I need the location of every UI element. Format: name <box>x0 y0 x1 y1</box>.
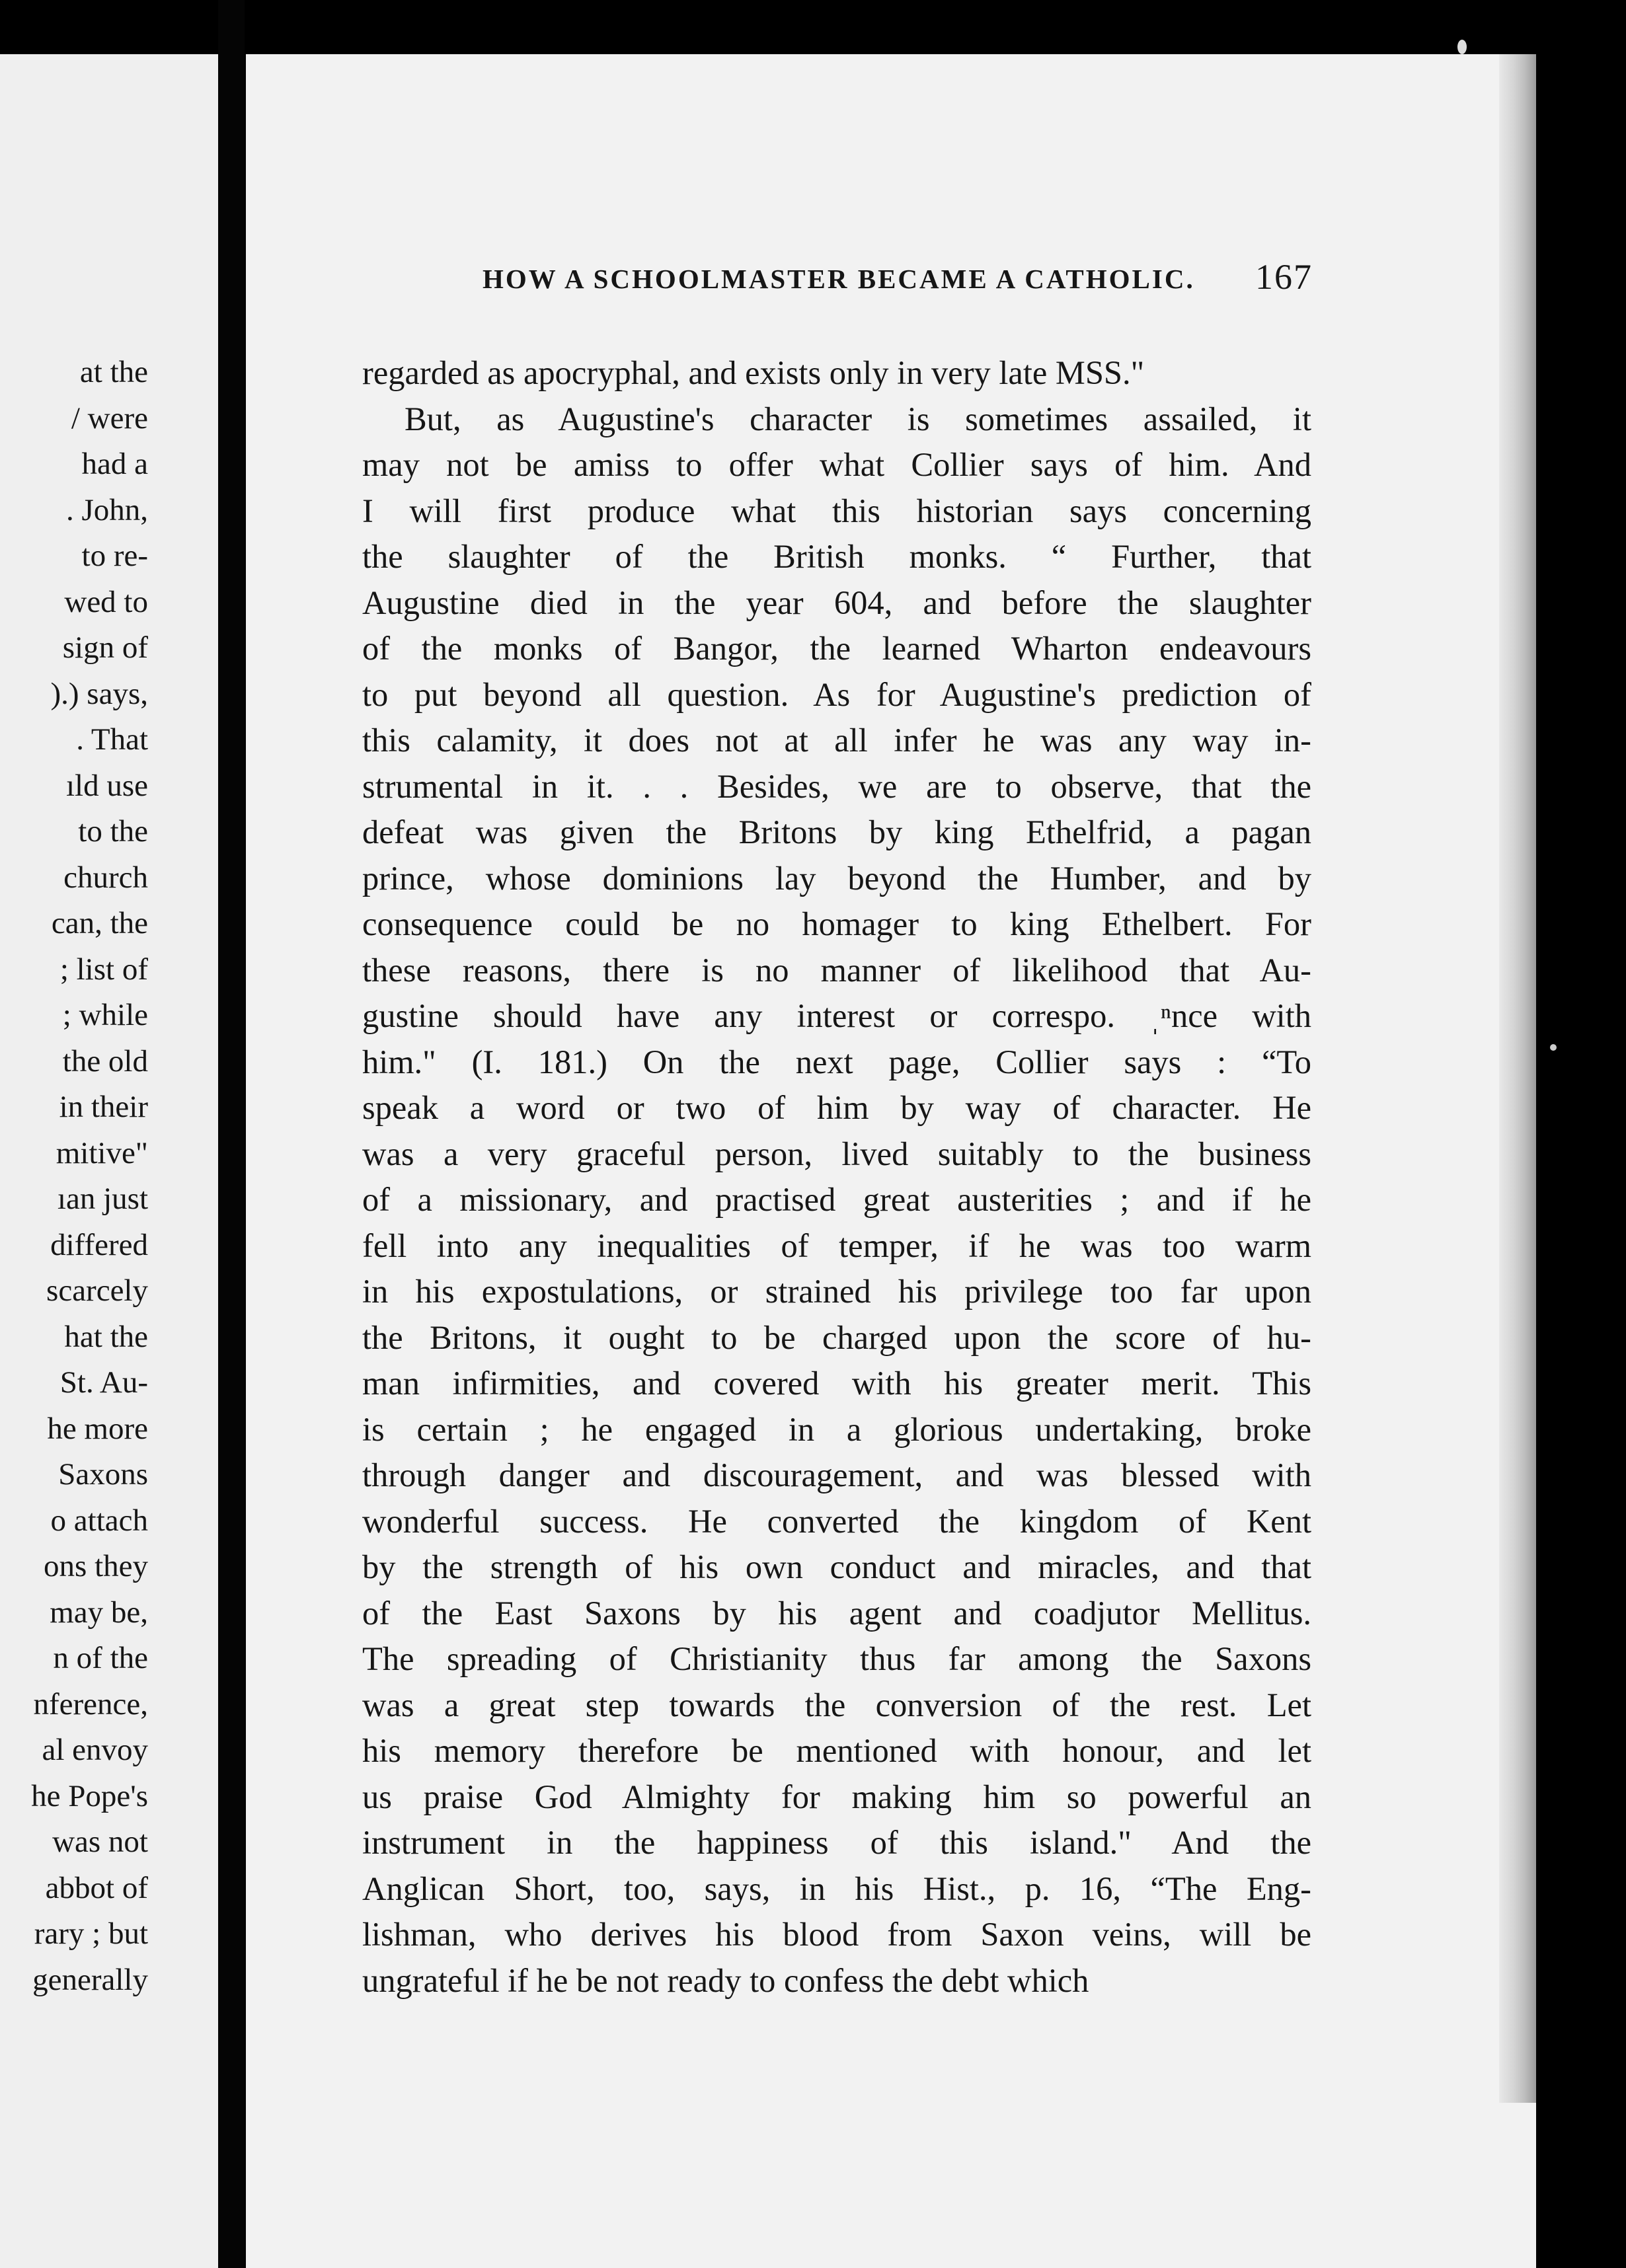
facing-page-fragment <box>0 54 218 2268</box>
text-line: his memory therefore be mentioned with honour, and let <box>362 1732 1311 1769</box>
facing-page-line: o attach <box>50 1503 148 1538</box>
text-line: speak a word or two of him by way of character. He <box>362 1089 1311 1126</box>
text-line: of the monks of Bangor, the learned Wharton endeavours <box>362 630 1311 667</box>
running-head-title: HOW A SCHOOLMASTER BECAME A CATHOLIC. <box>483 264 1195 294</box>
text-line: the slaughter of the British monks. “ Further, that <box>362 538 1311 575</box>
text-line: Augustine died in the year 604, and before the slaughter <box>362 584 1311 621</box>
facing-page-line: he more <box>47 1411 148 1446</box>
facing-page-line: ons they <box>44 1549 148 1583</box>
facing-page-line: ; while <box>62 998 148 1032</box>
text-line: I will first produce what this historian says concerning <box>362 492 1311 529</box>
facing-page-line: the old <box>62 1043 148 1078</box>
facing-page-line: to the <box>78 814 148 849</box>
facing-page-line: ıan just <box>57 1182 148 1216</box>
scan-speck <box>1457 40 1467 54</box>
book-gutter <box>218 0 245 2268</box>
text-line: through danger and discouragement, and was blessed with <box>362 1456 1311 1493</box>
text-line: man infirmities, and covered with his greater merit. This <box>362 1365 1311 1402</box>
facing-page-line: can, the <box>51 906 148 940</box>
text-line: these reasons, there is no manner of likelihood that Au- <box>362 951 1311 989</box>
body-text <box>362 350 1311 2004</box>
facing-page-line: n of the <box>53 1641 148 1675</box>
facing-page-line: he Pope's <box>31 1778 148 1813</box>
facing-page-line: St. Au- <box>59 1365 148 1400</box>
text-line: by the strength of his own conduct and miracles, and that <box>362 1548 1311 1585</box>
text-line: was a very graceful person, lived suitably to the business <box>362 1135 1311 1172</box>
facing-page-line: to re- <box>81 539 148 573</box>
text-line: may not be amiss to offer what Collier says of him. And <box>362 446 1311 483</box>
text-line: is certain ; he engaged in a glorious undertaking, broke <box>362 1410 1311 1448</box>
text-line: The spreading of Christianity thus far among the Saxons <box>362 1640 1311 1677</box>
text-line: regarded as apocryphal, and exists only in very late MSS." <box>362 354 1145 391</box>
text-line: Anglican Short, too, says, in his Hist., p. 16, “The Eng- <box>362 1870 1311 1907</box>
facing-page-line: sign of <box>62 630 148 665</box>
scan-speck <box>1550 1044 1557 1051</box>
facing-page-line: rary ; but <box>34 1916 148 1951</box>
facing-page-line: church <box>63 860 148 895</box>
facing-page-line: ; list of <box>59 952 148 987</box>
text-line: was a great step towards the conversion of the rest. Let <box>362 1686 1311 1723</box>
text-line: this calamity, it does not at all infer he was any way in- <box>362 722 1311 759</box>
facing-page-line: ıld use <box>65 768 148 803</box>
facing-page-line: / were <box>71 400 148 435</box>
text-line: wonderful success. He converted the kingdom of Kent <box>362 1502 1311 1540</box>
facing-page-line: abbot of <box>45 1870 148 1905</box>
facing-page-line: al envoy <box>42 1733 148 1767</box>
facing-page-text <box>0 350 148 2003</box>
facing-page-line: mitive" <box>56 1135 148 1170</box>
text-line: us praise God Almighty for making him so powerful an <box>362 1778 1311 1815</box>
facing-page-line: may be, <box>50 1595 148 1630</box>
facing-page-line: differed <box>50 1227 148 1262</box>
text-line: the Britons, it ought to be charged upon the score of hu- <box>362 1318 1311 1356</box>
text-line: lishman, who derives his blood from Saxon veins, will be <box>362 1916 1311 1953</box>
facing-page-line: . John, <box>65 492 148 527</box>
text-line: ungrateful if he be not ready to confess the debt which <box>362 1961 1089 1999</box>
text-line: instrument in the happiness of this island." And the <box>362 1824 1311 1861</box>
text-line: fell into any inequalities of temper, if he was too warm <box>362 1227 1311 1264</box>
text-line: gustine should have any interest or correspo. ˌⁿnce with <box>362 997 1311 1034</box>
text-line: consequence could be no homager to king Ethelbert. For <box>362 905 1311 942</box>
facing-page-line: in their <box>59 1090 148 1124</box>
facing-page-line: had a <box>81 447 148 481</box>
text-line: him." (I. 181.) On the next page, Collier says : “To <box>362 1043 1311 1080</box>
text-line: prince, whose dominions lay beyond the Humber, and by <box>362 859 1311 897</box>
facing-page-line: scarcely <box>46 1273 148 1308</box>
text-line: defeat was given the Britons by king Ethelfrid, a pagan <box>362 813 1311 850</box>
facing-page-line: nference, <box>33 1686 148 1721</box>
text-line: strumental in it. . . Besides, we are to observe, that the <box>362 767 1311 805</box>
text-line: to put beyond all question. As for Augustine's prediction of <box>362 675 1311 713</box>
facing-page-line: ).) says, <box>50 676 148 711</box>
text-line: in his expostulations, or strained his privilege too far upon <box>362 1273 1311 1310</box>
facing-page-line: wed to <box>64 584 148 619</box>
facing-page-line: was not <box>52 1825 148 1859</box>
facing-page-line: hat the <box>64 1319 148 1354</box>
text-line: of the East Saxons by his agent and coadjutor Mellitus. <box>362 1594 1311 1632</box>
facing-page-line: at the <box>79 355 148 389</box>
facing-page-line: Saxons <box>58 1457 148 1492</box>
text-line: of a missionary, and practised great austerities ; and if he <box>362 1181 1311 1218</box>
page-edge-shadow <box>1499 54 1536 2103</box>
facing-page-line: generally <box>32 1962 148 1997</box>
facing-page-line: . That <box>76 722 148 757</box>
page-number: 167 <box>1255 257 1313 297</box>
text-line: But, as Augustine's character is sometimes assailed, it <box>405 400 1311 437</box>
